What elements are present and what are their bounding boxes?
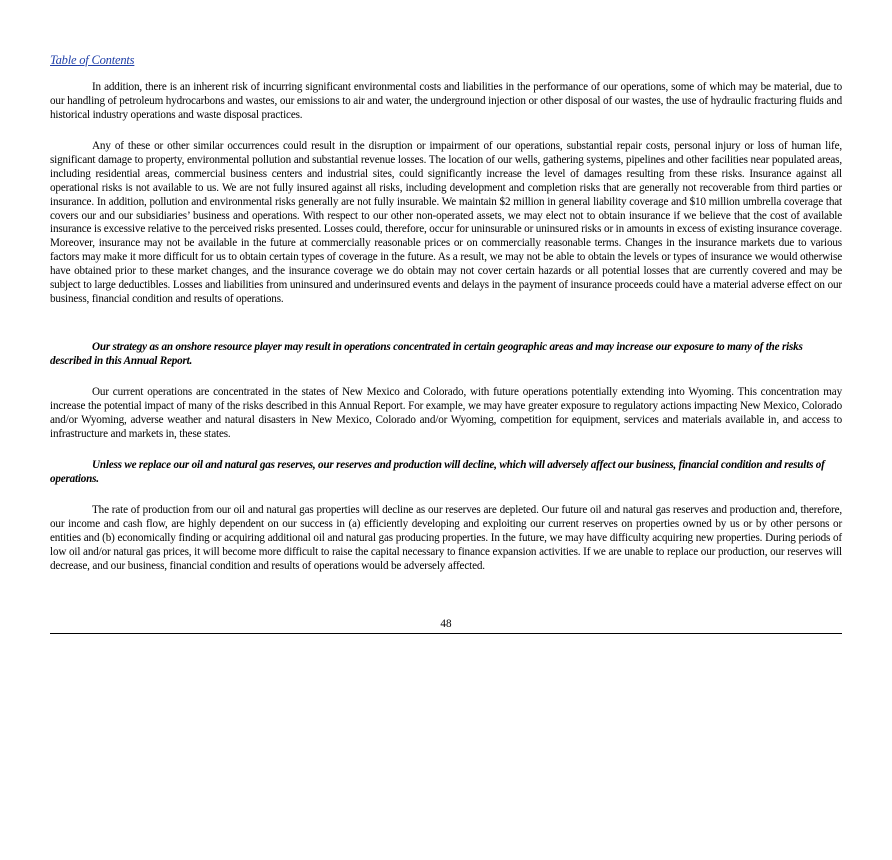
paragraph-environmental-risk: In addition, there is an inherent risk of incurring significant environmental costs and liabilities in the performance of our operations, some of which may be material, due to our handling of petroleum hydrocarbons and wastes, our emissions to air and water, the underground injection or other disposal of our wastes, the use of hydraulic fracturing fluids and historical industry operations and waste disposal practices. xyxy=(50,81,842,121)
table-of-contents-link[interactable]: Table of Contents xyxy=(50,53,135,67)
paragraph-geographic-concentration: Our current operations are concentrated in the states of New Mexico and Colorado, with future operations potentially extending into Wyoming. This concentration may increase the potential impact of many of the risks described in this Annual Report. For example, we may have greater exposure to regulatory actions impacting New Mexico, Colorado and/or Wyoming, adverse weather and natural disasters in New Mexico, Colorado and/or Wyoming, competition for equipment, services and materials available in, and access to infrastructure and markets in, these states. xyxy=(50,386,842,440)
risk-heading-reserves-decline: Unless we replace our oil and natural gas reserves, our reserves and production will decline, which will adversely affect our business, financial condition and results of operations. xyxy=(50,459,825,485)
footer-divider xyxy=(50,633,842,634)
paragraph-production-decline: The rate of production from our oil and natural gas properties will decline as our reserves are depleted. Our future oil and natural gas reserves and production and, therefore, our income and cash flow, are highly dependent on our success in (a) efficiently developing and exploiting our current reserves on properties owned by us or by other persons or entities and (b) economically finding or acquiring additional oil and natural gas producing properties. In the future, we may have difficulty acquiring new properties. During periods of low oil and/or natural gas prices, it will become more difficult to raise the capital necessary to finance expansion activities. If we are unable to replace our production, our reserves will decrease, and our business, financial condition and results of operations would be adversely affected. xyxy=(50,504,842,572)
risk-heading-onshore-strategy: Our strategy as an onshore resource player may result in operations concentrated in certain geographic areas and may increase our exposure to many of the risks described in this Annual Report. xyxy=(50,341,803,367)
page-number: 48 xyxy=(440,618,452,630)
paragraph-operational-insurance-risk: Any of these or other similar occurrences could result in the disruption or impairment of our operations, substantial repair costs, personal injury or loss of human life, significant damage to property, environmental pollution and substantial revenue losses. The location of our wells, gathering systems, pipelines and other facilities near populated areas, including residential areas, commercial business centers and industrial sites, could significantly increase the level of damages resulting from these risks. Insurance against all operational risks is not available to us. We are not fully insured against all risks, including development and completion risks that are generally not recoverable from third parties or insurance. In addition, pollution and environmental risks generally are not fully insurable. We maintain $2 million in general liability coverage and $10 million umbrella coverage that covers our and our subsidiaries’ business and operations. With respect to our other non-operated assets, we may elect not to obtain insurance if we believe that the cost of available insurance is excessive relative to the perceived risks presented. Losses could, therefore, occur for uninsurable or uninsured risks or in amounts in excess of existing insurance coverage. Moreover, insurance may not be available in the future at commercially reasonable prices or on commercially reasonable terms. Changes in the insurance markets due to various factors may make it more difficult for us to obtain certain types of coverage in the future. As a result, we may not be able to obtain the levels or types of insurance we would otherwise have obtained prior to these market changes, and the insurance coverage we do obtain may not cover certain hazards or all potential losses that are currently covered and may be subject to large deductibles. Losses and liabilities from uninsured and underinsured events and delays in the payment of insurance proceeds could have a material adverse effect on our business, financial condition and results of operations. xyxy=(50,140,842,305)
